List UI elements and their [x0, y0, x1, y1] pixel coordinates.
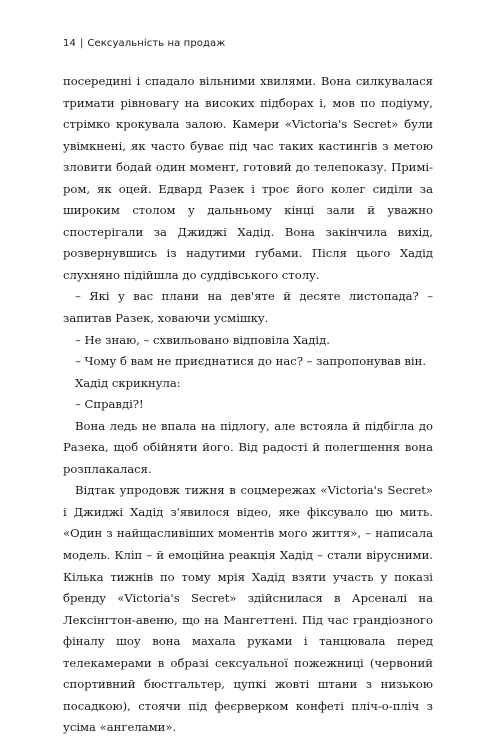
book-title: Сексуальність на продаж: [87, 38, 226, 49]
dialogue-line-3: – Чому б вам не приєднатися до нас? – запропонував він.: [75, 354, 427, 369]
dialogue-line-2: – Не знаю, – схвильовано відповіла Хадід.: [75, 332, 330, 347]
header-separator: |: [79, 38, 84, 49]
dialogue-line-5: – Справді?!: [75, 397, 144, 412]
main-text: [63, 71, 433, 739]
running-header: [63, 38, 225, 49]
paragraph-2: Вона ледь не впала на підлогу, але встояла й підбігла до Разека, щоб обійняти його. Від радості й полегшення вона розплакалася.: [63, 418, 433, 476]
dialogue-line-4: Хадід скрикнула:: [75, 375, 181, 390]
paragraph-3: Відтак упродовж тижня в соцмережах «Victoria's Secret» і Джиджі Хадід з'явилося відео, яке фіксувало цю мить. «Один з найщасливіших моментів мого життя», – написала модель. Кліп – й емоційна реакція Хадід – стали вірусними. Кілька тижнів по тому мрія Хадід взяти участь у показі бренду «Victoria's Secret» здійснилася в Арсеналі на Лексінгтон-авеню, що на Мангеттені. Під час грандіозного фіналу шоу вона махала руками і танцювала перед телекамерами в образі сексуальної пожежниці (червоний спортивний бюстгальтер, цупкі жовті штани з низькою посадкою), стоячи під феєрверком конфеті пліч-о-пліч з усіма «ангелами».: [63, 483, 433, 735]
dialogue-line-1: – Які у вас плани на дев'яте й десяте листопада? – запитав Разек, ховаючи усмішку.: [63, 289, 433, 326]
paragraph-1: посередині і спадало вільними хвилями. Вона силкувалася тримати рівновагу на високих підборах і, мов по подіуму, стрімко крокувала залою. Камери «Victoria's Secret» були увімкнені, як часто буває під час таких кастингів з метою зловити бодай один момент, готовий до телепоказу. Приміром, як оцей. Едвард Разек і троє його колег сиділи за широким столом у дальньому кінці зали й уважно спостерігали за Джиджі Хадід. Вона закінчила вихід, розвернувшись із надутими губами. Після цього Хадід слухняно підійшла до суддівського столу.: [63, 74, 433, 282]
page-number: 14: [63, 38, 76, 49]
